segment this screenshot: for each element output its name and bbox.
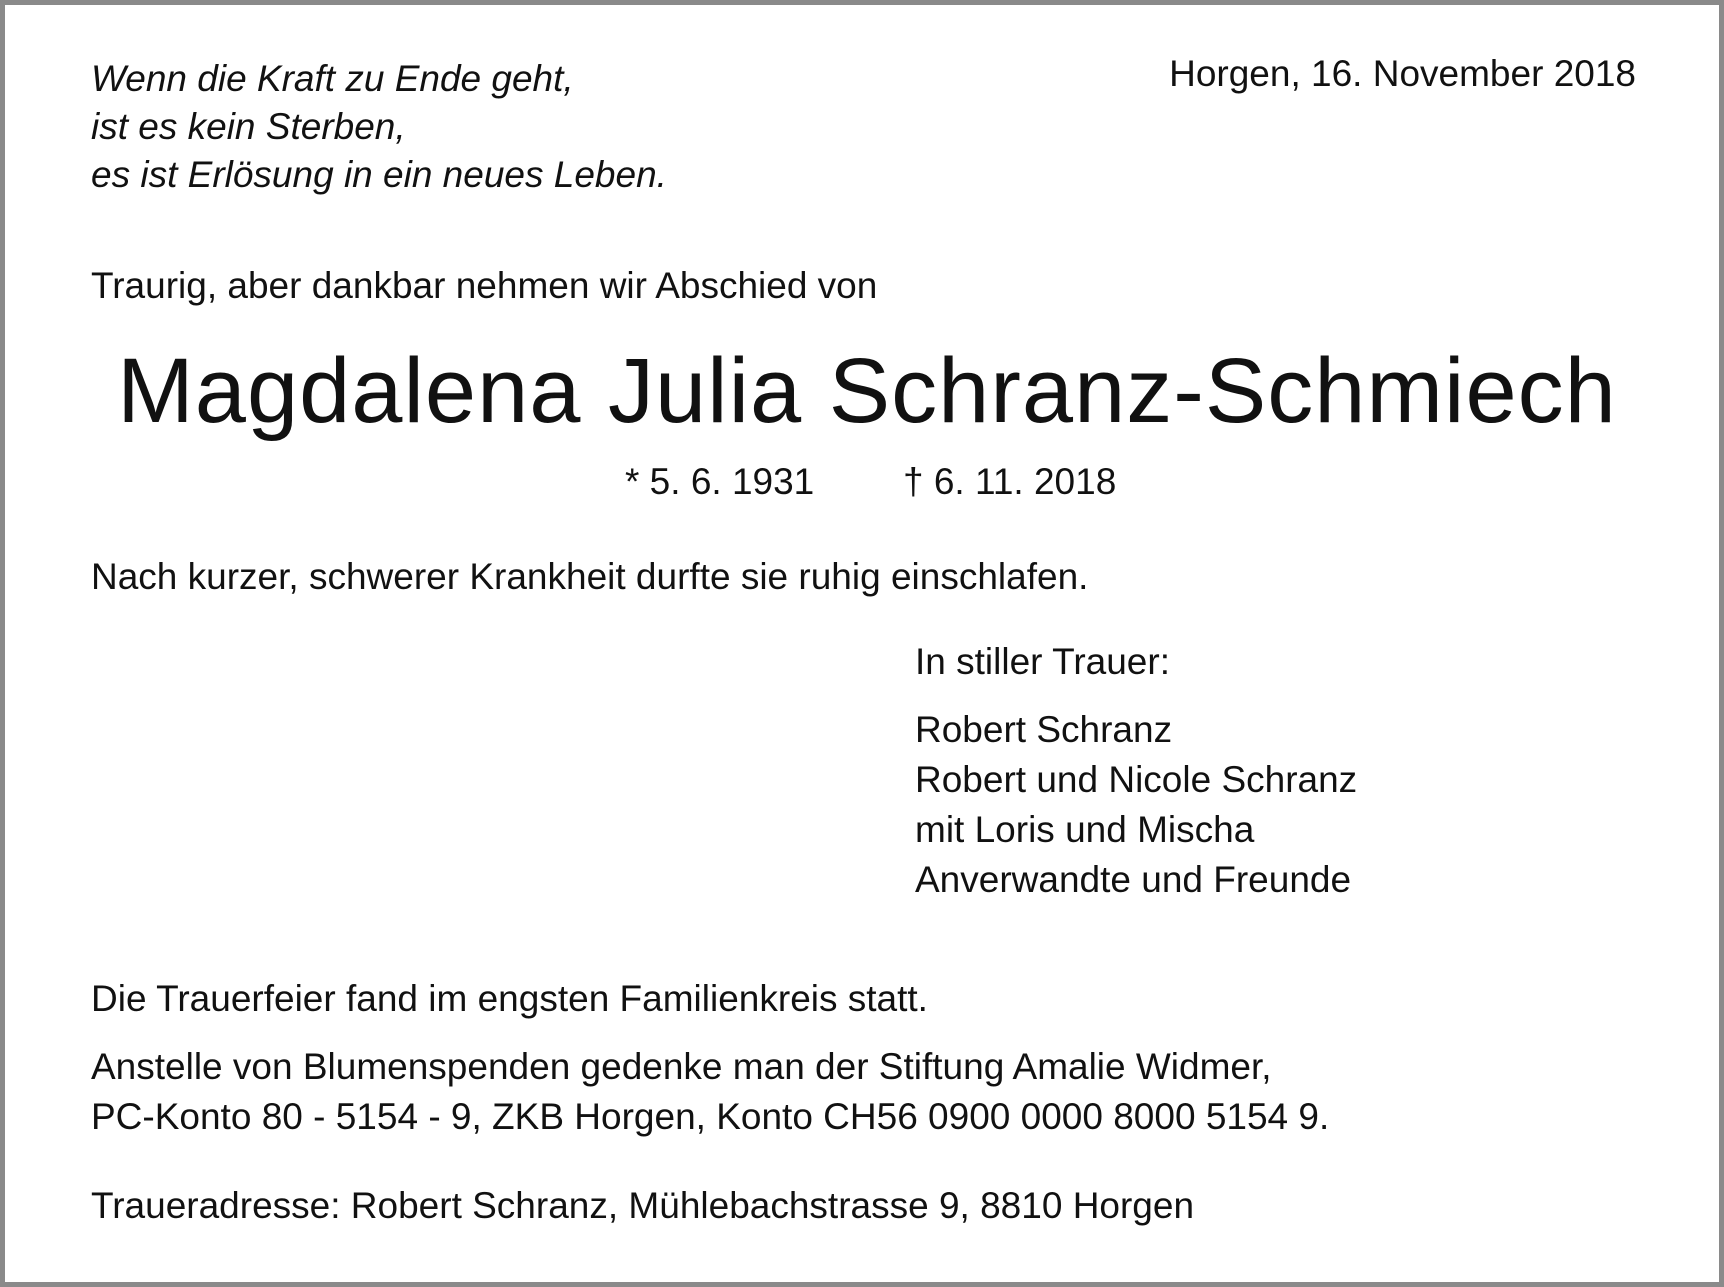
mourner-name: mit Loris und Mischa bbox=[915, 809, 1255, 850]
ceremony-note: Die Trauerfeier fand im engsten Familienkreis statt. bbox=[91, 978, 928, 1019]
death-date: † 6. 11. 2018 bbox=[903, 461, 1117, 502]
birth-date: * 5. 6. 1931 bbox=[625, 461, 815, 502]
place-and-date: Horgen, 16. November 2018 bbox=[1169, 53, 1636, 94]
donation-line-2: PC-Konto 80 - 5154 - 9, ZKB Horgen, Konto CH56 0900 0000 8000 5154 9. bbox=[91, 1096, 1330, 1137]
mourners-list bbox=[915, 705, 1357, 905]
verse-line-1: Wenn die Kraft zu Ende geht, bbox=[91, 58, 574, 99]
mourner-name: Anverwandte und Freunde bbox=[915, 859, 1352, 900]
mourning-heading: In stiller Trauer: bbox=[915, 641, 1170, 682]
farewell-intro: Traurig, aber dankbar nehmen wir Abschied von bbox=[91, 265, 878, 306]
memorial-verse bbox=[91, 55, 667, 199]
mourner-name: Robert und Nicole Schranz bbox=[915, 759, 1358, 800]
verse-line-3: es ist Erlösung in ein neues Leben. bbox=[91, 154, 667, 195]
deceased-name: Magdalena Julia Schranz-Schmiech bbox=[117, 340, 1617, 442]
mourner-name: Robert Schranz bbox=[915, 709, 1173, 750]
verse-line-2: ist es kein Sterben, bbox=[91, 106, 406, 147]
donation-note bbox=[91, 1042, 1329, 1142]
mourning-address: Traueradresse: Robert Schranz, Mühlebachstrasse 9, 8810 Horgen bbox=[91, 1185, 1195, 1226]
donation-line-1: Anstelle von Blumenspenden gedenke man der Stiftung Amalie Widmer, bbox=[91, 1046, 1272, 1087]
illness-statement: Nach kurzer, schwerer Krankheit durfte sie ruhig einschlafen. bbox=[91, 556, 1089, 597]
